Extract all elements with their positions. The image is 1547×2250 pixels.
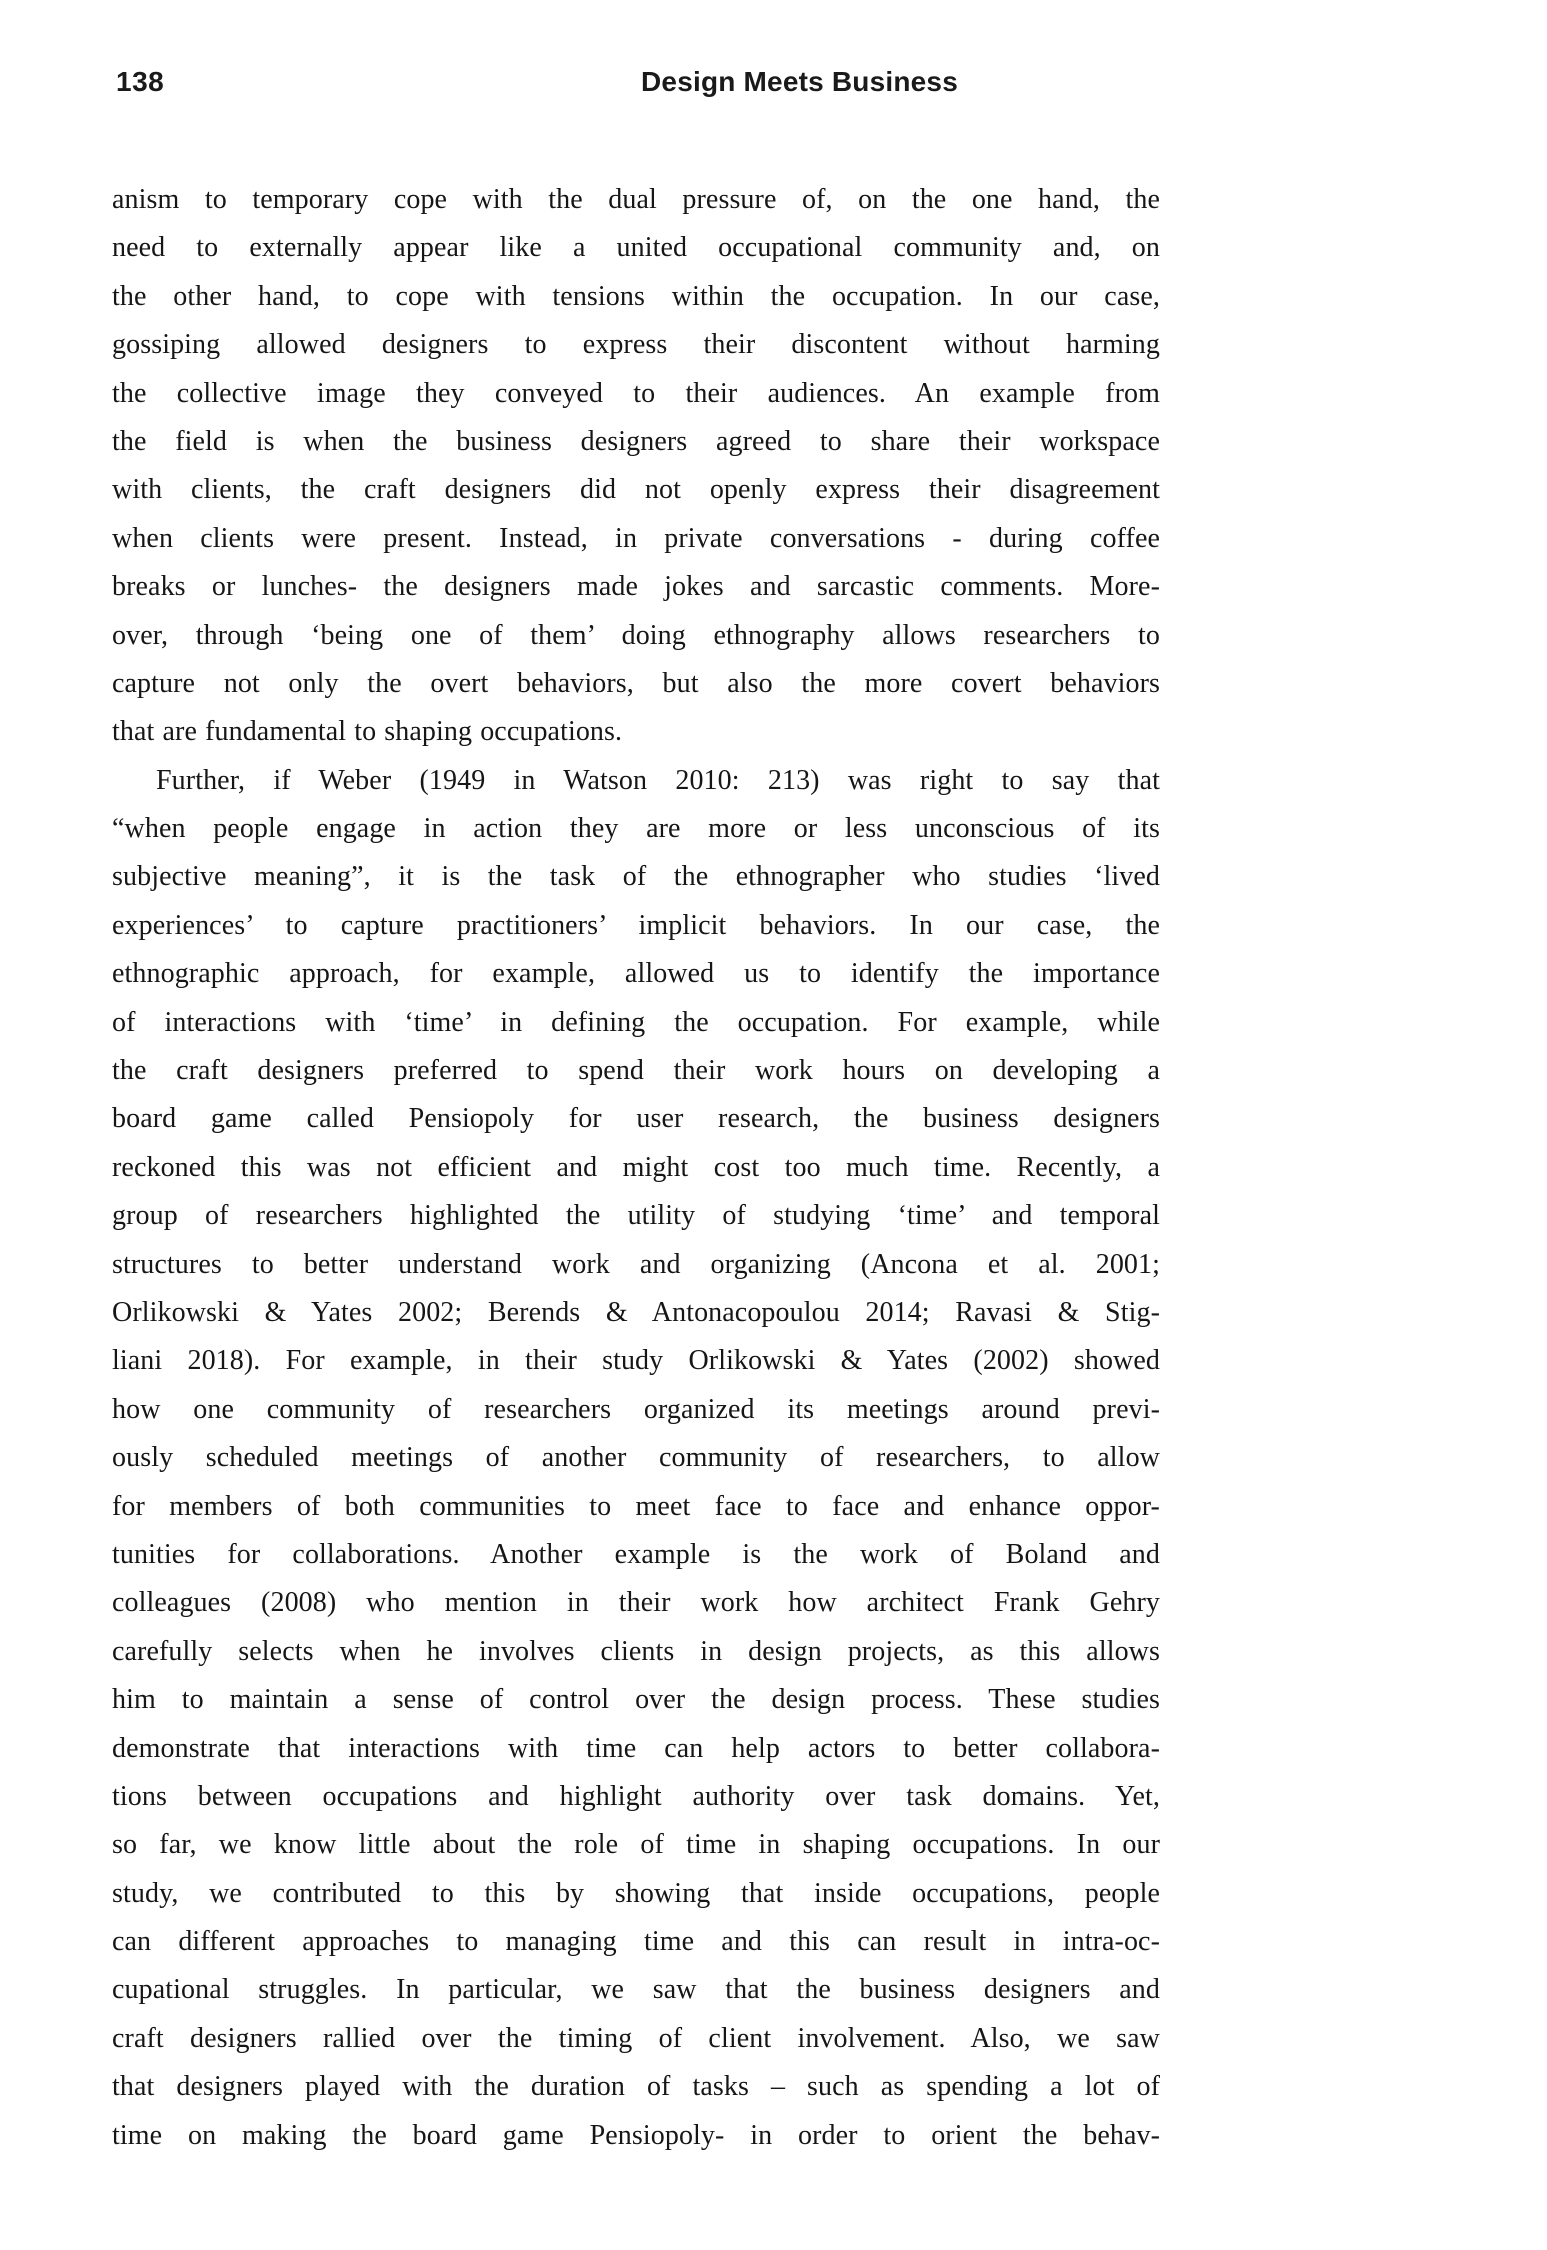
text-line: the field is when the business designers agreed to share their workspace <box>112 425 1160 457</box>
running-head <box>0 66 1547 102</box>
text-line: anism to temporary cope with the dual pressure of, on the one hand, the <box>112 184 1160 215</box>
text-line: the other hand, to cope with tensions within the occupation. In our case, <box>112 280 1160 312</box>
text-line: capture not only the overt behaviors, but also the more covert behaviors <box>112 667 1160 699</box>
text-line: with clients, the craft designers did not openly express their disagreement <box>112 474 1160 506</box>
text-line: over, through ‘being one of them’ doing ethnography allows researchers to <box>112 619 1160 651</box>
text-line: group of researchers highlighted the utility of studying ‘time’ and temporal <box>112 1200 1160 1232</box>
text-line: Orlikowski & Yates 2002; Berends & Antonacopoulou 2014; Ravasi & Stig- <box>112 1296 1160 1328</box>
text-line: need to externally appear like a united occupational community and, on <box>112 232 1160 264</box>
text-line: the craft designers preferred to spend their work hours on developing a <box>112 1055 1160 1087</box>
page-number: 138 <box>116 66 165 97</box>
text-line: reckoned this was not efficient and might cost too much time. Recently, a <box>112 1151 1160 1183</box>
text-line: Further, if Weber (1949 in Watson 2010: 213) was right to say that <box>156 764 1160 796</box>
text-line: him to maintain a sense of control over the design process. These studies <box>112 1684 1160 1716</box>
text-line: cupational struggles. In particular, we saw that the business designers and <box>112 1974 1160 2006</box>
text-line: gossiping allowed designers to express their discontent without harming <box>112 329 1160 361</box>
text-line: liani 2018). For example, in their study Orlikowski & Yates (2002) showed <box>112 1345 1160 1377</box>
text-line: breaks or lunches- the designers made jokes and sarcastic comments. More- <box>112 571 1160 603</box>
text-line: ethnographic approach, for example, allowed us to identify the importance <box>112 958 1160 990</box>
text-line: can different approaches to managing time and this can result in intra-oc- <box>112 1926 1160 1958</box>
text-line: the collective image they conveyed to their audiences. An example from <box>112 377 1160 409</box>
text-line: of interactions with ‘time’ in defining the occupation. For example, while <box>112 1006 1160 1038</box>
text-line: tions between occupations and highlight authority over task domains. Yet, <box>112 1780 1160 1812</box>
text-line: when clients were present. Instead, in private conversations - during coffee <box>112 522 1160 554</box>
text-line: for members of both communities to meet face to face and enhance oppor- <box>112 1490 1160 1522</box>
text-line: subjective meaning”, it is the task of the ethnographer who studies ‘lived <box>112 861 1160 893</box>
text-line: how one community of researchers organized its meetings around previ- <box>112 1393 1160 1425</box>
text-line: study, we contributed to this by showing that inside occupations, people <box>112 1877 1160 1909</box>
text-line: colleagues (2008) who mention in their work how architect Frank Gehry <box>112 1587 1160 1619</box>
running-header-title: Design Meets Business <box>641 66 958 97</box>
text-line: that designers played with the duration of tasks – such as spending a lot of <box>112 2071 1160 2103</box>
text-line: structures to better understand work and organizing (Ancona et al. 2001; <box>112 1248 1160 1280</box>
text-line: demonstrate that interactions with time can help actors to better collabora- <box>112 1732 1160 1764</box>
body-text <box>112 176 1160 2160</box>
text-line: ously scheduled meetings of another community of researchers, to allow <box>112 1442 1160 1474</box>
text-line: craft designers rallied over the timing of client involvement. Also, we saw <box>112 2022 1160 2054</box>
text-line: that are fundamental to shaping occupations. <box>112 716 623 748</box>
text-line: experiences’ to capture practitioners’ implicit behaviors. In our case, the <box>112 909 1160 941</box>
text-line: carefully selects when he involves clients in design projects, as this allows <box>112 1635 1160 1667</box>
text-line: “when people engage in action they are more or less unconscious of its <box>112 813 1160 845</box>
text-line: time on making the board game Pensiopoly- in order to orient the behav- <box>112 2119 1160 2151</box>
text-line: board game called Pensiopoly for user research, the business designers <box>112 1103 1160 1135</box>
text-line: tunities for collaborations. Another example is the work of Boland and <box>112 1538 1160 1570</box>
text-line: so far, we know little about the role of time in shaping occupations. In our <box>112 1829 1160 1861</box>
